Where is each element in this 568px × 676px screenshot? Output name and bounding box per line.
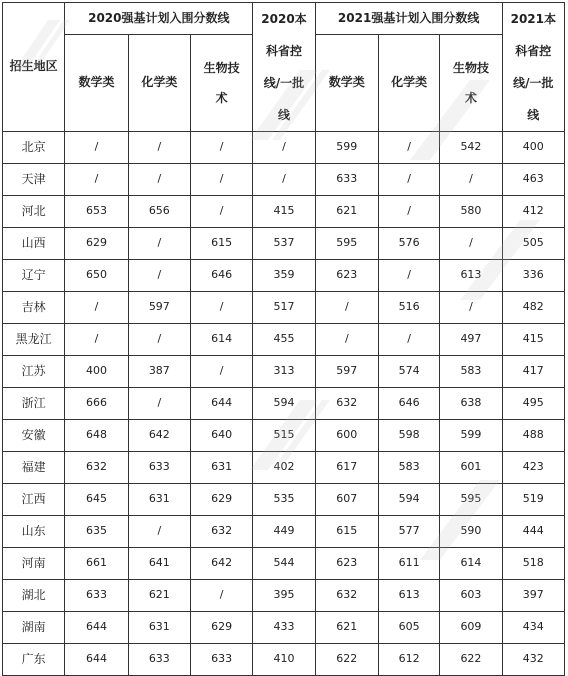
cell-c21: 613: [378, 580, 439, 612]
cell-p20: 517: [253, 292, 315, 324]
cell-p21: 519: [502, 484, 564, 516]
cell-b20: 614: [190, 324, 252, 356]
cell-m21: 623: [315, 548, 378, 580]
cell-b21: 595: [440, 484, 502, 516]
cell-p21: 463: [502, 164, 564, 196]
cell-m20: 400: [65, 356, 128, 388]
cell-region: 安徽: [3, 420, 65, 452]
cell-b20: 615: [190, 228, 252, 260]
header-chem-2020: 化学类: [128, 34, 190, 131]
cell-m20: 635: [65, 516, 128, 548]
cell-c21: /: [378, 324, 439, 356]
table-row: [3, 420, 565, 452]
cell-p20: 433: [253, 612, 315, 644]
cell-c21: 574: [378, 356, 439, 388]
header-line-2020-l2: 科省控: [265, 44, 302, 58]
table-row: [3, 548, 565, 580]
cell-m20: 666: [65, 388, 128, 420]
cell-b21: /: [440, 292, 502, 324]
cell-m20: 629: [65, 228, 128, 260]
header-bio-2021-l2: 术: [464, 90, 477, 105]
cell-m21: /: [315, 292, 378, 324]
cell-b20: /: [190, 292, 252, 324]
cell-b20: /: [190, 356, 252, 388]
table-row: [3, 228, 565, 260]
cell-p20: 455: [253, 324, 315, 356]
cell-c20: /: [128, 388, 190, 420]
cell-p21: 423: [502, 452, 564, 484]
table-row: [3, 516, 565, 548]
cell-b21: 580: [440, 196, 502, 228]
cell-c20: 631: [128, 484, 190, 516]
cell-c21: 516: [378, 292, 439, 324]
table-row: [3, 356, 565, 388]
table-row: [3, 292, 565, 324]
header-region: 招生地区: [3, 3, 65, 132]
cell-c21: 612: [378, 644, 439, 676]
cell-c20: /: [128, 132, 190, 164]
cell-p21: 444: [502, 516, 564, 548]
table-row: [3, 196, 565, 228]
cell-b21: /: [440, 228, 502, 260]
cell-m21: 621: [315, 612, 378, 644]
cell-c20: /: [128, 260, 190, 292]
cell-p20: 313: [253, 356, 315, 388]
cell-c21: 583: [378, 452, 439, 484]
cell-m20: 648: [65, 420, 128, 452]
table-row: [3, 388, 565, 420]
cell-p21: 432: [502, 644, 564, 676]
header-math-2020: 数学类: [65, 34, 128, 131]
cell-p21: 336: [502, 260, 564, 292]
cell-p20: 594: [253, 388, 315, 420]
cell-c20: /: [128, 516, 190, 548]
cell-m21: 633: [315, 164, 378, 196]
cell-region: 广东: [3, 644, 65, 676]
cell-m21: 597: [315, 356, 378, 388]
cell-b21: 601: [440, 452, 502, 484]
cell-b21: 583: [440, 356, 502, 388]
cell-m21: /: [315, 324, 378, 356]
cell-m20: 633: [65, 580, 128, 612]
cell-region: 天津: [3, 164, 65, 196]
cell-c20: 387: [128, 356, 190, 388]
header-group-2021: 2021强基计划入围分数线: [315, 3, 502, 35]
cell-p21: 434: [502, 612, 564, 644]
cell-m20: 645: [65, 484, 128, 516]
cell-b21: 638: [440, 388, 502, 420]
cell-c21: 576: [378, 228, 439, 260]
cell-b20: 632: [190, 516, 252, 548]
header-line-2020-l1: 2020本: [261, 12, 307, 26]
cell-m20: 661: [65, 548, 128, 580]
table-row: [3, 452, 565, 484]
cell-c21: 598: [378, 420, 439, 452]
cell-m20: /: [65, 324, 128, 356]
cell-region: 北京: [3, 132, 65, 164]
cell-p21: 495: [502, 388, 564, 420]
header-line-2021-l4: 线: [527, 108, 540, 122]
cell-m21: 621: [315, 196, 378, 228]
cell-b20: 642: [190, 548, 252, 580]
cell-b21: /: [440, 164, 502, 196]
cell-region: 江苏: [3, 356, 65, 388]
header-line-2020-l3: 线/一批: [263, 76, 305, 90]
cell-c21: 577: [378, 516, 439, 548]
header-line-2020-l4: 线: [277, 108, 290, 122]
cell-c21: /: [378, 196, 439, 228]
table-row: [3, 644, 565, 676]
cell-b21: 613: [440, 260, 502, 292]
cell-p21: 397: [502, 580, 564, 612]
cell-c20: /: [128, 324, 190, 356]
cell-p20: 515: [253, 420, 315, 452]
cell-region: 辽宁: [3, 260, 65, 292]
cell-m21: 599: [315, 132, 378, 164]
score-table: [2, 2, 565, 676]
cell-m21: 632: [315, 388, 378, 420]
header-bio-2020: [190, 34, 252, 131]
cell-b20: /: [190, 132, 252, 164]
cell-region: 河北: [3, 196, 65, 228]
cell-c21: 646: [378, 388, 439, 420]
cell-region: 湖南: [3, 612, 65, 644]
cell-p20: 537: [253, 228, 315, 260]
cell-p21: 505: [502, 228, 564, 260]
cell-b20: 629: [190, 484, 252, 516]
cell-c20: 621: [128, 580, 190, 612]
cell-b20: 629: [190, 612, 252, 644]
cell-b21: 542: [440, 132, 502, 164]
header-provincial-line-2020: [253, 3, 315, 132]
cell-b21: 609: [440, 612, 502, 644]
header-group-2020: 2020强基计划入围分数线: [65, 3, 253, 35]
cell-p20: 359: [253, 260, 315, 292]
cell-c20: 656: [128, 196, 190, 228]
table-body: [3, 132, 565, 676]
header-line-2021-l2: 科省控: [515, 44, 552, 58]
cell-m20: 632: [65, 452, 128, 484]
cell-m21: 617: [315, 452, 378, 484]
cell-b21: 590: [440, 516, 502, 548]
cell-b20: 646: [190, 260, 252, 292]
cell-b21: 599: [440, 420, 502, 452]
cell-c20: 597: [128, 292, 190, 324]
cell-c20: 641: [128, 548, 190, 580]
cell-p20: 410: [253, 644, 315, 676]
cell-p20: 544: [253, 548, 315, 580]
cell-c20: /: [128, 228, 190, 260]
cell-p20: 535: [253, 484, 315, 516]
cell-m21: 623: [315, 260, 378, 292]
header-bio-2020-l2: 术: [215, 90, 228, 105]
cell-m21: 615: [315, 516, 378, 548]
cell-p20: 449: [253, 516, 315, 548]
header-bio-2021: [440, 34, 502, 131]
cell-c21: /: [378, 132, 439, 164]
cell-b20: 631: [190, 452, 252, 484]
cell-b21: 614: [440, 548, 502, 580]
header-provincial-line-2021: [502, 3, 564, 132]
header-bio-2020-l1: 生物技: [203, 60, 240, 75]
cell-m20: /: [65, 132, 128, 164]
cell-p21: 412: [502, 196, 564, 228]
cell-region: 河南: [3, 548, 65, 580]
cell-p20: 395: [253, 580, 315, 612]
cell-p21: 417: [502, 356, 564, 388]
cell-region: 江西: [3, 484, 65, 516]
cell-c20: 642: [128, 420, 190, 452]
cell-m21: 632: [315, 580, 378, 612]
cell-c21: 594: [378, 484, 439, 516]
cell-b20: 644: [190, 388, 252, 420]
header-math-2021: 数学类: [315, 34, 378, 131]
cell-m21: 600: [315, 420, 378, 452]
table-row: [3, 324, 565, 356]
cell-m20: /: [65, 164, 128, 196]
cell-region: 山东: [3, 516, 65, 548]
cell-m20: /: [65, 292, 128, 324]
table-row: [3, 580, 565, 612]
cell-b20: 633: [190, 644, 252, 676]
cell-b20: 640: [190, 420, 252, 452]
cell-m20: 653: [65, 196, 128, 228]
table-row: [3, 612, 565, 644]
cell-p21: 400: [502, 132, 564, 164]
cell-p20: /: [253, 164, 315, 196]
cell-b20: /: [190, 196, 252, 228]
cell-c20: 631: [128, 612, 190, 644]
cell-b21: 622: [440, 644, 502, 676]
header-bio-2021-l1: 生物技: [452, 60, 489, 75]
cell-p21: 488: [502, 420, 564, 452]
cell-p21: 482: [502, 292, 564, 324]
cell-region: 福建: [3, 452, 65, 484]
cell-p20: 402: [253, 452, 315, 484]
cell-c20: /: [128, 164, 190, 196]
cell-region: 浙江: [3, 388, 65, 420]
cell-region: 黑龙江: [3, 324, 65, 356]
cell-c21: 611: [378, 548, 439, 580]
cell-m20: 644: [65, 612, 128, 644]
cell-p21: 415: [502, 324, 564, 356]
cell-b20: /: [190, 580, 252, 612]
cell-m21: 622: [315, 644, 378, 676]
header-chem-2021: 化学类: [378, 34, 439, 131]
cell-m20: 644: [65, 644, 128, 676]
cell-p20: 415: [253, 196, 315, 228]
cell-c21: 605: [378, 612, 439, 644]
cell-m21: 607: [315, 484, 378, 516]
cell-b21: 603: [440, 580, 502, 612]
cell-region: 吉林: [3, 292, 65, 324]
cell-region: 山西: [3, 228, 65, 260]
cell-c20: 633: [128, 644, 190, 676]
cell-c21: /: [378, 164, 439, 196]
cell-b21: 497: [440, 324, 502, 356]
table-row: [3, 484, 565, 516]
cell-m20: 650: [65, 260, 128, 292]
cell-c21: /: [378, 260, 439, 292]
table-row: [3, 132, 565, 164]
header-line-2021-l3: 线/一批: [513, 76, 554, 90]
cell-p21: 518: [502, 548, 564, 580]
cell-b20: /: [190, 164, 252, 196]
header-line-2021-l1: 2021本: [510, 12, 556, 26]
cell-c20: 633: [128, 452, 190, 484]
cell-region: 湖北: [3, 580, 65, 612]
table-row: [3, 260, 565, 292]
cell-m21: 595: [315, 228, 378, 260]
cell-p20: /: [253, 132, 315, 164]
table-row: [3, 164, 565, 196]
